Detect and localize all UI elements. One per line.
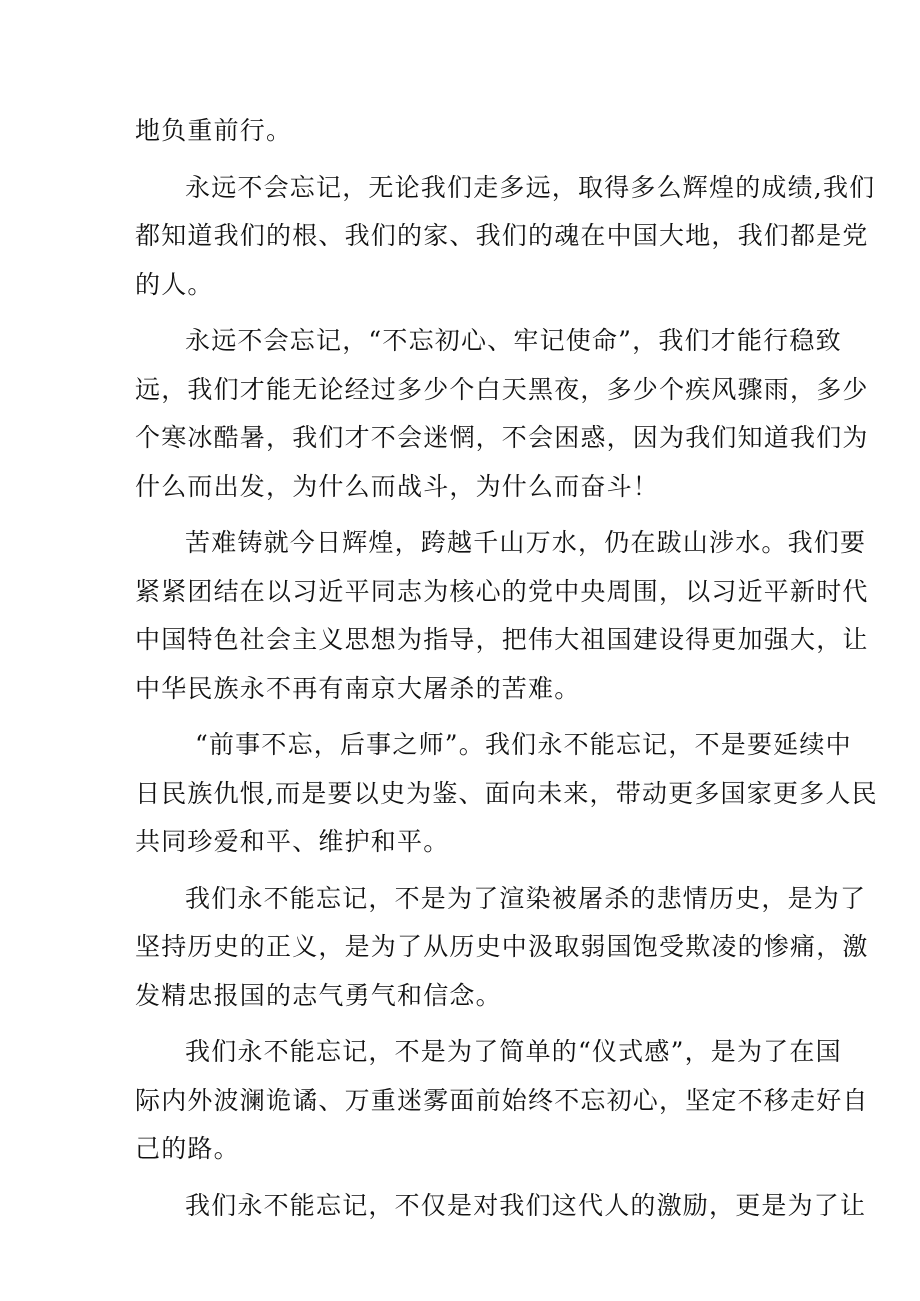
paragraph-line: 远，我们才能无论经过多少个白天黑夜，多少个疾风骤雨，多少	[135, 374, 869, 404]
paragraph-line: 地负重前行。	[135, 116, 293, 145]
paragraph-line: 我们永不能忘记，不是为了简单的“仪式感”，是为了在国	[185, 1037, 842, 1066]
paragraph-line: 共同珍爱和平、维护和平。	[135, 827, 450, 856]
paragraph-line: 中国特色社会主义思想为指导，把伟大祖国建设得更加强大，让	[135, 625, 869, 654]
paragraph-line: 己的路。	[135, 1134, 240, 1163]
paragraph-line: 我们永不能忘记，不是为了渲染被屠杀的悲情历史，是为了	[185, 883, 867, 913]
paragraph-line: 的人。	[135, 269, 214, 299]
paragraph-line: 苦难铸就今日辉煌，跨越千山万水，仍在跋山涉水。我们要	[185, 528, 867, 557]
paragraph-line: “前事不忘，后事之师”。我们永不能忘记，不是要延续中	[195, 730, 852, 759]
paragraph-line: 中华民族永不再有南京大屠杀的苦难。	[135, 673, 581, 703]
paragraph-line: 永远不会忘记，无论我们走多远，取得多么辉煌的成绩,我们	[185, 172, 876, 202]
paragraph-line: 际内外波澜诡谲、万重迷雾面前始终不忘初心，坚定不移走好自	[135, 1085, 869, 1115]
paragraph-line: 坚持历史的正义，是为了从历史中汲取弱国饱受欺凌的惨痛，激	[135, 932, 869, 961]
paragraph-line: 我们永不能忘记，不仅是对我们这代人的激励，更是为了让	[185, 1190, 867, 1220]
paragraph-line: 个寒冰酷暑，我们才不会迷惘，不会困惑，因为我们知道我们为	[135, 423, 869, 452]
paragraph-line: 什么而出发，为什么而战斗，为什么而奋斗！	[135, 471, 660, 501]
document-body	[135, 107, 878, 1230]
paragraph-line: 都知道我们的根、我们的家、我们的魂在中国大地，我们都是党	[135, 221, 869, 250]
paragraph-line: 永远不会忘记，“不忘初心、牢记使命”，我们才能行稳致	[185, 326, 842, 355]
paragraph-line: 日民族仇恨,而是要以史为鉴、面向未来，带动更多国家更多人民	[135, 778, 878, 808]
paragraph-line: 紧紧团结在以习近平同志为核心的党中央周围，以习近平新时代	[135, 576, 869, 606]
paragraph-line: 发精忠报国的志气勇气和信念。	[135, 980, 502, 1010]
